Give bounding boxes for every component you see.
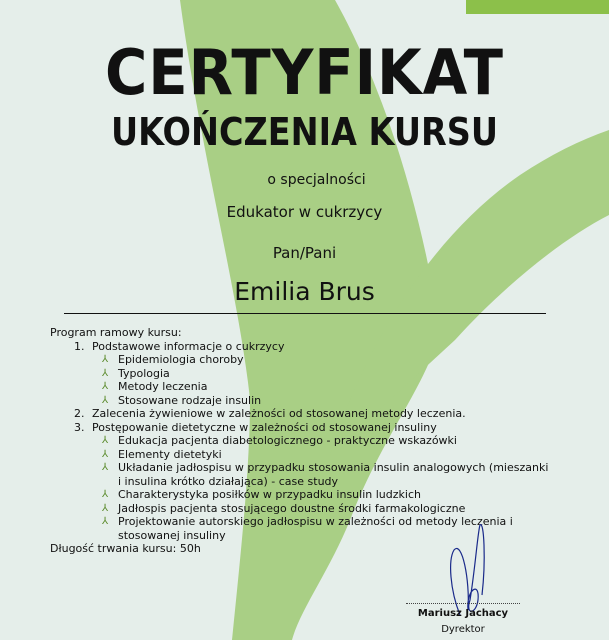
program-subitem [102, 380, 550, 394]
subitem-label: Jadłospis pacjenta stosującego doustne środki farmakologiczne [118, 501, 466, 515]
program-subitem [102, 461, 550, 488]
bullet-icon: ⅄ [102, 516, 109, 527]
program-subitem [102, 367, 550, 381]
specialty-intro: o specjalności [267, 172, 366, 188]
subitem-label: Edukacja pacjenta diabetologicznego - praktyczne wskazówki [118, 434, 457, 447]
bullet-icon: ⅄ [102, 502, 109, 514]
bullet-icon: ⅄ [102, 381, 109, 392]
bullet-icon: ⅄ [102, 394, 109, 406]
program-item [88, 407, 550, 421]
subitem-label: Elementy dietetyki [118, 447, 222, 461]
signatory-role: Dyrektor [441, 624, 485, 635]
program-heading: Program ramowy kursu: [50, 326, 182, 339]
bullet-icon: ⅄ [102, 489, 109, 500]
bullet-icon: ⅄ [102, 448, 109, 460]
signatory-name: Mariusz Jachacy [417, 608, 509, 619]
accent-bar [466, 0, 609, 14]
subitem-label: Stosowane rodzaje insulin [118, 393, 262, 407]
subitem-label: Projektowanie autorskiego jadłospisu w zależności od metody leczenia i stosowanej insuliny [118, 515, 513, 542]
salutation: Pan/Pani [272, 244, 337, 262]
program-subitem [102, 434, 550, 448]
handwritten-signature [440, 520, 510, 620]
program-subitem [102, 394, 550, 408]
signature-line [406, 603, 520, 604]
bullet-icon: ⅄ [102, 354, 109, 365]
subitem-label: Charakterystyka posiłków w przypadku insulin ludzkich [118, 488, 421, 501]
program-subitem [102, 488, 550, 502]
subitem-label: Typologia [118, 366, 170, 380]
bullet-icon: ⅄ [102, 435, 109, 446]
subitem-label: Układanie jadłospisu w przypadku stosowania insulin analogowych (mieszanki i insulina krótko działająca) - case study [118, 461, 549, 488]
subitem-label: Epidemiologia choroby [118, 353, 244, 366]
program-item-label: Postępowanie dietetyczne w zależności od stosowanej insuliny [92, 420, 437, 434]
program-item-label: Zalecenia żywieniowe w zależności od stosowanej metody leczenia. [92, 407, 466, 420]
program-item [88, 340, 550, 408]
specialty: Edukator w cukrzycy [226, 203, 383, 221]
divider [64, 313, 546, 314]
program-subitem [102, 353, 550, 367]
certificate-title: CERTYFIKAT [105, 36, 504, 109]
course-duration: Długość trwania kursu: 50h [50, 542, 201, 555]
subitem-label: Metody leczenia [118, 380, 208, 393]
program-subitem [102, 448, 550, 462]
program-item-label: Podstawowe informacje o cukrzycy [92, 339, 285, 353]
bullet-icon: ⅄ [102, 367, 109, 379]
certificate-subtitle: UKOŃCZENIA KURSU [110, 110, 499, 154]
recipient-name: Emilia Brus [234, 277, 375, 306]
program-subitem [102, 502, 550, 516]
bullet-icon: ⅄ [102, 462, 109, 473]
